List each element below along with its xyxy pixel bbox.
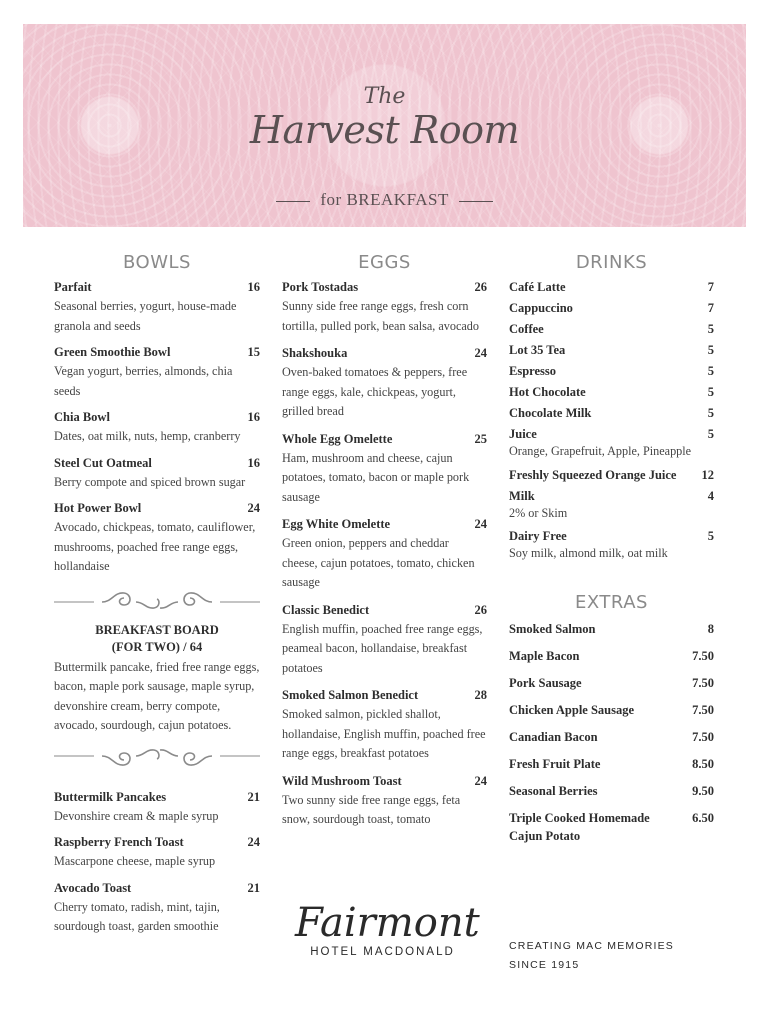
menu-item-price: 21 (247, 880, 260, 895)
menu-item-name: Pork Tostadas (282, 280, 359, 294)
menu-item-description: Ham, mushroom and cheese, cajun potatoes, tomato, bacon or maple pork sausage (282, 450, 470, 504)
menu-item-row (509, 647, 714, 665)
header-banner (23, 24, 746, 227)
menu-item-price: 26 (474, 602, 487, 617)
menu-item-row (509, 674, 714, 692)
menu-item-name: Milk (509, 488, 535, 503)
menu-item (509, 301, 714, 316)
menu-item-name: Whole Egg Omelette (282, 431, 393, 446)
menu-item (509, 322, 714, 337)
menu-item-price: 24 (474, 517, 487, 531)
menu-item (509, 385, 714, 400)
menu-item-row (509, 489, 714, 504)
menu-item-price: 8 (707, 621, 714, 636)
menu-item-price: 16 (247, 280, 260, 294)
menu-item-description: Vegan yogurt, berries, almonds, chia seeds (54, 364, 233, 398)
menu-item-row (509, 468, 714, 483)
menu-item (54, 345, 260, 401)
menu-item-name: Pork Sausage (509, 675, 582, 690)
menu-item-row (509, 529, 714, 544)
menu-item-row (509, 701, 714, 719)
menu-item-price: 16 (247, 455, 260, 470)
menu-item (282, 346, 487, 422)
logo-subtitle: HOTEL MACDONALD (310, 946, 455, 958)
menu-item-price: 9.50 (692, 783, 714, 798)
menu-item (54, 501, 260, 577)
menu-item-price: 24 (247, 501, 260, 515)
menu-item-description: Cherry tomato, radish, mint, tajin, sourdough toast, garden smoothie (54, 899, 220, 933)
menu-item-name: Dairy Free (509, 529, 567, 543)
menu-item-name: Buttermilk Pancakes (54, 789, 167, 804)
menu-item-price: 24 (247, 835, 260, 849)
menu-item (509, 728, 714, 746)
bowls-list (54, 280, 260, 577)
menu-item-description: Green onion, peppers and cheddar cheese, cajun potatoes, tomato, chicken sausage (282, 536, 475, 589)
menu-item (282, 280, 487, 336)
menu-item (509, 529, 714, 564)
menu-item-name: Green Smoothie Bowl (54, 345, 171, 359)
menu-item (54, 280, 260, 336)
menu-item-name: Shakshouka (282, 346, 348, 360)
menu-item-row (54, 345, 260, 360)
menu-item-description: Berry compote and spiced brown sugar (54, 474, 246, 489)
menu-item-name: Egg White Omelette (282, 517, 391, 531)
menu-item-row (509, 620, 714, 638)
divider-left (276, 201, 310, 202)
menu-item-row (282, 774, 487, 789)
menu-item (509, 809, 714, 845)
fairmont-logo (295, 900, 480, 958)
tagline (509, 937, 714, 975)
logo-wordmark: Fairmont (295, 900, 480, 946)
menu-item (54, 410, 260, 447)
menu-item-row (282, 432, 487, 447)
breakfast-board (54, 622, 260, 736)
menu-item (509, 674, 714, 692)
menu-item-price: 7.50 (692, 675, 714, 690)
menu-item-description: Soy milk, almond milk, oat milk (509, 546, 668, 560)
menu-item-row (509, 782, 714, 800)
menu-item-row (509, 322, 714, 337)
menu-item-description: 2% or Skim (509, 505, 568, 520)
menu-item (509, 427, 714, 462)
menu-item-row (54, 456, 260, 471)
menu-item-price: 5 (707, 385, 714, 399)
menu-item-price: 5 (707, 529, 714, 543)
eggs-column (282, 252, 487, 840)
menu-item-price: 28 (474, 688, 487, 702)
title-the: The (363, 84, 406, 109)
drinks-heading: DRINKS (575, 252, 648, 273)
menu-item-price: 7 (707, 280, 714, 294)
menu-item-row (54, 881, 260, 896)
menu-item-name: Wild Mushroom Toast (282, 773, 402, 788)
board-title: BREAKFAST BOARD (95, 622, 219, 637)
bowls-column (54, 252, 260, 946)
menu-item-row (509, 280, 714, 295)
menu-item-name: Juice (509, 427, 537, 441)
menu-item-description: Oven-baked tomatoes & peppers, free range eggs, kale, chickpeas, yogurt, grilled bread (282, 365, 468, 418)
menu-item-price: 24 (474, 773, 487, 788)
restaurant-name: Harvest Room (249, 108, 520, 152)
menu-item-row (54, 790, 260, 805)
menu-item (282, 774, 487, 830)
menu-item-price: 4 (707, 488, 714, 503)
menu-item-name: Hot Chocolate (509, 385, 586, 399)
eggs-heading: EGGS (358, 252, 411, 273)
scroll-flourish-icon (54, 586, 260, 618)
menu-item-price: 26 (474, 280, 487, 294)
menu-item-price: 21 (247, 789, 260, 804)
menu-item (54, 790, 260, 827)
menu-item-description: Avocado, chickpeas, tomato, cauliflower, mushrooms, poached free range eggs, hollandaise (54, 520, 256, 573)
menu-item-row (509, 364, 714, 379)
menu-item-row (509, 343, 714, 358)
menu-item-name: Cappuccino (509, 301, 573, 315)
menu-item-price: 7 (707, 301, 714, 315)
menu-item-name: Classic Benedict (282, 602, 370, 617)
menu-item-name: Maple Bacon (509, 648, 580, 663)
menu-item (509, 755, 714, 773)
menu-item-name: Smoked Salmon (509, 621, 596, 636)
menu-item-price: 24 (474, 346, 487, 360)
bowls-heading: BOWLS (123, 252, 191, 273)
menu-item-description: Smoked salmon, pickled shallot, hollandaise, English muffin, poached free range eggs, breakfast potatoes (282, 707, 486, 760)
board-description: Buttermilk pancake, fried free range eggs, bacon, maple pork sausage, maple syrup, devonshire cream, berry compote, avocado, sourdough, cajun potatoes. (54, 659, 260, 732)
menu-item-name: Chicken Apple Sausage (509, 702, 635, 717)
menu-item-name: Chia Bowl (54, 410, 110, 424)
menu-item (509, 647, 714, 665)
menu-item-name: Canadian Bacon (509, 729, 598, 744)
tagline-line-2: SINCE 1915 (509, 959, 580, 971)
menu-item (54, 881, 260, 937)
menu-item-price: 5 (707, 406, 714, 420)
menu-item (54, 835, 260, 872)
menu-item-row (282, 517, 487, 532)
menu-item (509, 620, 714, 638)
extras-list (509, 620, 714, 845)
menu-item-row (54, 835, 260, 850)
menu-item-price: 5 (707, 343, 714, 357)
menu-item-price: 8.50 (692, 756, 714, 771)
menu-item (54, 456, 260, 493)
eggs-list (282, 280, 487, 830)
menu-subtitle (23, 190, 746, 210)
menu-item-description: Mascarpone cheese, maple syrup (54, 854, 216, 868)
menu-item-name: Fresh Fruit Plate (509, 756, 601, 771)
menu-item-description: Seasonal berries, yogurt, house-made granola and seeds (54, 299, 237, 333)
menu-item-name: Avocado Toast (54, 880, 132, 895)
menu-item-name: Parfait (54, 280, 92, 294)
menu-item-row (509, 427, 714, 442)
menu-item-row (509, 728, 714, 746)
menu-item-price: 15 (247, 345, 260, 359)
menu-item-row (282, 688, 487, 703)
menu-item-name: Lot 35 Tea (509, 343, 566, 357)
menu-item-name: Triple Cooked Homemade Cajun Potato (509, 810, 650, 843)
menu-item-name: Chocolate Milk (509, 406, 592, 420)
menu-item-row (509, 755, 714, 773)
menu-item-name: Coffee (509, 322, 544, 336)
menu-item-price: 7.50 (692, 729, 714, 744)
menu-item-row (282, 280, 487, 295)
menu-item-name: Smoked Salmon Benedict (282, 688, 419, 702)
menu-item-name: Seasonal Berries (509, 783, 598, 798)
menu-item-description: Dates, oat milk, nuts, hemp, cranberry (54, 429, 241, 443)
menu-item-row (509, 385, 714, 400)
menu-item (509, 343, 714, 358)
menu-item-row (54, 501, 260, 516)
menu-item-row (282, 346, 487, 361)
menu-item-row (509, 406, 714, 421)
menu-item-description: Devonshire cream & maple syrup (54, 808, 219, 823)
menu-item (282, 432, 487, 508)
scroll-flourish-icon (54, 740, 260, 772)
menu-item-name: Espresso (509, 364, 557, 378)
menu-item (509, 489, 714, 524)
extras-heading: EXTRAS (575, 591, 648, 613)
menu-item-description: Orange, Grapefruit, Apple, Pineapple (509, 444, 692, 458)
menu-item-row (54, 280, 260, 295)
menu-item-row (54, 410, 260, 425)
menu-item-row (282, 603, 487, 618)
menu-item-description: Sunny side free range eggs, fresh corn tortilla, pulled pork, bean salsa, avocado (282, 299, 479, 333)
menu-subtitle-text: for BREAKFAST (320, 190, 449, 209)
divider-right (459, 201, 493, 202)
menu-item (509, 701, 714, 719)
menu-item-price: 7.50 (692, 702, 714, 717)
menu-item-name: Steel Cut Oatmeal (54, 455, 152, 470)
menu-item-price: 5 (707, 427, 714, 441)
menu-item-price: 12 (701, 467, 714, 482)
menu-item-name: Raspberry French Toast (54, 835, 184, 849)
menu-item-price: 5 (707, 364, 714, 378)
menu-item-price: 25 (474, 431, 487, 446)
menu-item-price: 5 (707, 322, 714, 336)
menu-item-name: Freshly Squeezed Orange Juice (509, 467, 677, 482)
menu-item (509, 364, 714, 379)
tagline-line-1: CREATING MAC MEMORIES (509, 940, 675, 952)
menu-item (509, 406, 714, 421)
drinks-list (509, 280, 714, 564)
menu-item-description: English muffin, poached free range eggs, peameal bacon, hollandaise, breakfast potatoes (282, 621, 483, 675)
menu-item (509, 280, 714, 295)
menu-item-row (509, 301, 714, 316)
board-subtitle: (FOR TWO) / 64 (111, 639, 203, 654)
menu-item (509, 468, 714, 483)
menu-item (282, 517, 487, 593)
menu-item-name: Café Latte (509, 280, 566, 294)
menu-item (509, 782, 714, 800)
menu-item-description: Two sunny side free range eggs, feta snow, sourdough toast, tomato (282, 792, 461, 826)
menu-item (282, 688, 487, 764)
more-dishes-list (54, 790, 260, 937)
menu-item (282, 603, 487, 679)
menu-item-row (509, 809, 714, 845)
menu-item-price: 6.50 (692, 810, 714, 825)
drinks-column (509, 252, 714, 854)
menu-item-price: 7.50 (692, 648, 714, 663)
menu-item-price: 16 (247, 410, 260, 424)
menu-item-name: Hot Power Bowl (54, 501, 142, 515)
